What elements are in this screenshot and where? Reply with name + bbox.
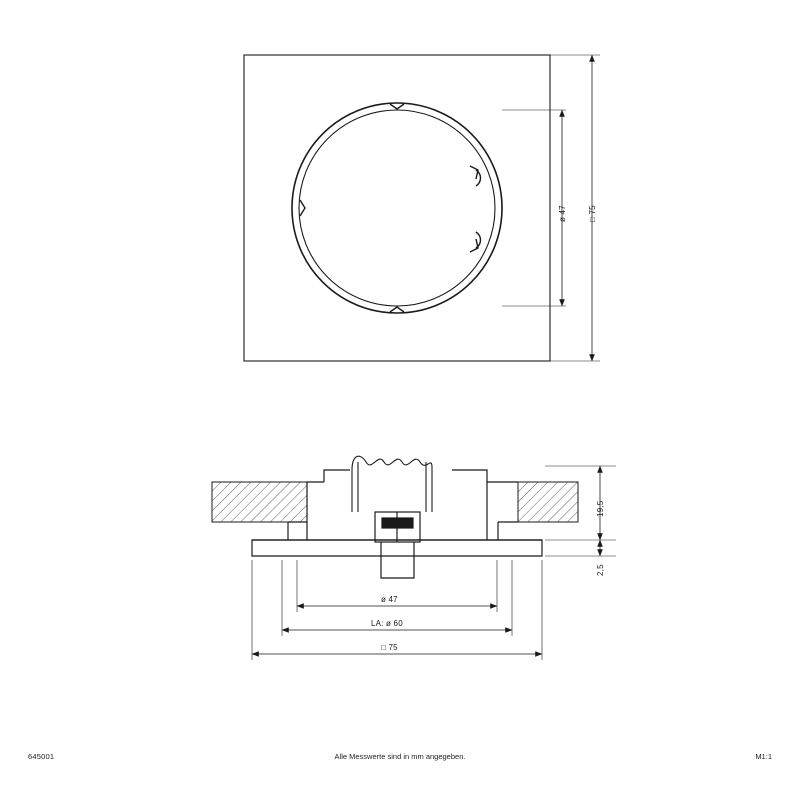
top-view-group <box>244 55 600 361</box>
ceiling-slab-right <box>518 482 578 522</box>
sheet-footer <box>0 752 800 772</box>
top-view-spring-clips <box>300 104 481 312</box>
dim-dia-47-top-label: ø 47 <box>558 205 567 222</box>
dim-height-195-label: 19,5 <box>596 500 605 517</box>
ceiling-slab-left <box>212 482 307 522</box>
retention-spring <box>352 456 432 512</box>
dim-width-75-label: □ 75 <box>381 643 398 652</box>
dim-dia-47-section-label: ø 47 <box>381 595 398 604</box>
dim-cutout-60-label: LA: ø 60 <box>371 619 403 628</box>
top-view-outer-circle <box>292 103 502 313</box>
top-view-extension-lines <box>502 55 600 361</box>
dim-lip-25-label: 2,5 <box>596 564 605 576</box>
section-view-group <box>212 456 616 660</box>
top-view-inner-circle <box>299 110 495 306</box>
lamp-holder <box>375 512 420 578</box>
dim-square-75-top-label: □ 75 <box>588 205 597 222</box>
top-view-outer-square <box>244 55 550 361</box>
measurement-note: Alle Messwerte sind in mm angegeben. <box>334 752 466 761</box>
scale-label: M1:1 <box>755 752 772 761</box>
article-number: 645001 <box>28 752 55 761</box>
